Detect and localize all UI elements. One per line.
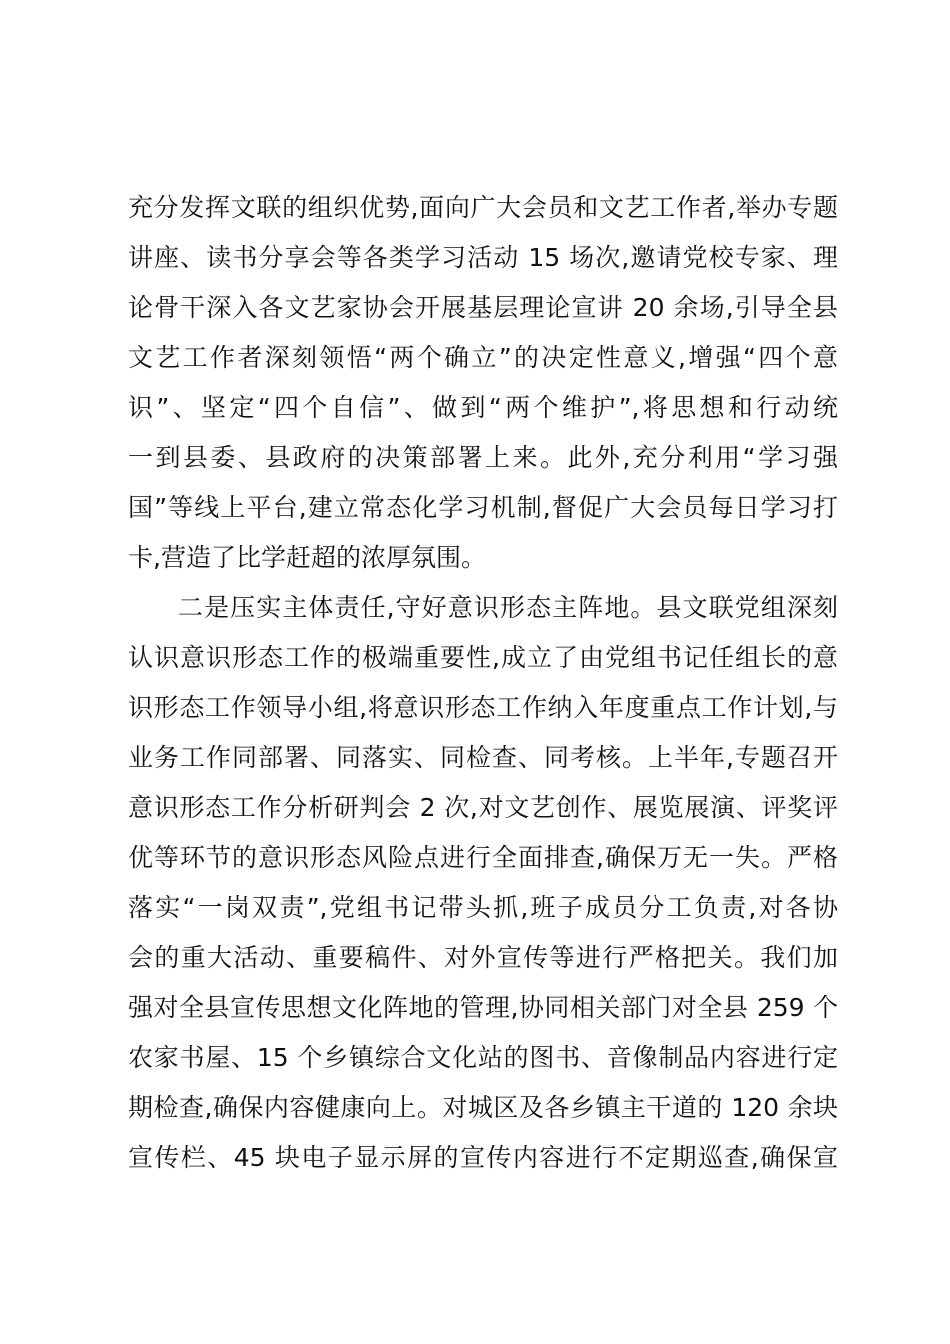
text-line: 二是压实主体责任,守好意识形态主阵地。县文联党组深刻 <box>178 593 838 622</box>
text-line: 识形态工作领导小组,将意识形态工作纳入年度重点工作计划,与 <box>128 693 838 722</box>
text-line: 文艺工作者深刻领悟“两个确立”的决定性意义,增强“四个意 <box>128 343 838 372</box>
text-line: 业务工作同部署、同落实、同检查、同考核。上半年,专题召开 <box>128 743 838 772</box>
text-line: 农家书屋、15 个乡镇综合文化站的图书、音像制品内容进行定 <box>128 1043 838 1072</box>
text-line: 论骨干深入各文艺家协会开展基层理论宣讲 20 余场,引导全县 <box>128 293 838 322</box>
text-line: 讲座、读书分享会等各类学习活动 15 场次,邀请党校专家、理 <box>128 243 838 272</box>
body-text <box>128 183 838 1183</box>
text-line: 国”等线上平台,建立常态化学习机制,督促广大会员每日学习打 <box>128 493 838 522</box>
paragraph-2 <box>128 583 838 1183</box>
text-line: 落实“一岗双责”,党组书记带头抓,班子成员分工负责,对各协 <box>128 893 838 922</box>
text-line: 卡,营造了比学赶超的浓厚氛围。 <box>128 543 486 572</box>
text-line: 意识形态工作分析研判会 2 次,对文艺创作、展览展演、评奖评 <box>128 793 838 822</box>
text-line: 识”、坚定“四个自信”、做到“两个维护”,将思想和行动统 <box>128 393 838 422</box>
text-line: 期检查,确保内容健康向上。对城区及各乡镇主干道的 120 余块 <box>128 1093 838 1122</box>
text-line: 强对全县宣传思想文化阵地的管理,协同相关部门对全县 259 个 <box>128 993 838 1022</box>
text-line: 会的重大活动、重要稿件、对外宣传等进行严格把关。我们加 <box>128 943 838 972</box>
text-line: 优等环节的意识形态风险点进行全面排查,确保万无一失。严格 <box>128 843 838 872</box>
text-line: 充分发挥文联的组织优势,面向广大会员和文艺工作者,举办专题 <box>128 193 838 222</box>
text-line: 一到县委、县政府的决策部署上来。此外,充分利用“学习强 <box>128 443 838 472</box>
text-line: 认识意识形态工作的极端重要性,成立了由党组书记任组长的意 <box>128 643 838 672</box>
text-line: 宣传栏、45 块电子显示屏的宣传内容进行不定期巡查,确保宣 <box>128 1143 838 1172</box>
paragraph-1 <box>128 183 838 583</box>
